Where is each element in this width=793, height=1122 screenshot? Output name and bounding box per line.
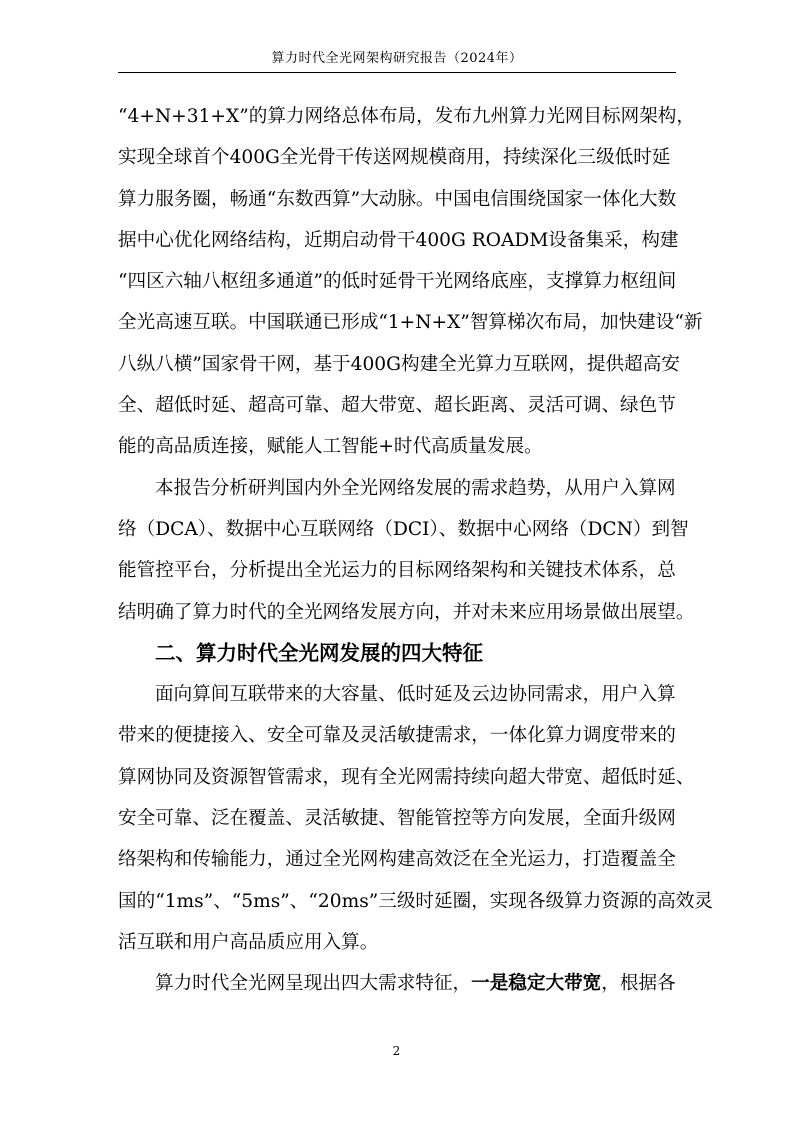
text-line: 据中心优化网络结构，近期启动骨干400G ROADM设备集采，构建: [118, 229, 679, 251]
text-line: “4+N+31+X”的算力网络总体布局，发布九州算力光网目标网架构，: [118, 106, 695, 127]
text-line: 面向算间互联带来的大容量、低时延及云边协同需求，用户入算: [155, 684, 676, 706]
running-header: 算力时代全光网架构研究报告（2024年）: [271, 51, 523, 66]
text-line: 活互联和用户高品质应用入算。: [118, 931, 379, 953]
text-line: 全、超低时延、超高可靠、超大带宽、超长距离、灵活可调、绿色节: [118, 395, 676, 417]
text-line: 能管控平台，分析提出全光运力的目标网络架构和关键技术体系，总: [118, 560, 676, 582]
text-line: 带来的便捷接入、安全可靠及灵活敏捷需求，一体化算力调度带来的: [118, 725, 676, 747]
paragraph-demand-overview: [118, 674, 713, 963]
tail-text: ，根据各: [601, 973, 676, 995]
text-line: 实现全球首个400G全光骨干传送网规模商用，持续深化三级低时延: [118, 147, 671, 169]
text-line: 结明确了算力时代的全光网络发展方向，并对未来应用场景做出展望。: [118, 601, 695, 623]
section-heading: 二、算力时代全光网发展的四大特征: [155, 640, 483, 665]
header-divider: [118, 72, 676, 73]
text-line: 全光高速互联。中国联通已形成“1+N+X”智算梯次布局，加快建设“新: [118, 312, 703, 334]
page-number: 2: [392, 1044, 401, 1058]
paragraph-network-layout: [118, 96, 703, 468]
text-line: “四区六轴八枢纽多通道”的低时延骨干光网络底座，支撑算力枢纽间: [118, 271, 677, 293]
text-line: 算网协同及资源智管需求，现有全光网需持续向超大带宽、超低时延、: [118, 766, 695, 788]
emphasis-text: 一是稳定大带宽: [471, 973, 602, 995]
text-line: 络架构和传输能力，通过全光网构建高效泛在全光运力，打造覆盖全: [118, 849, 676, 871]
text-line: 算力服务圈，畅通“东数西算”大动脉。中国电信围绕国家一体化大数: [118, 188, 677, 210]
text-line: 安全可靠、泛在覆盖、灵活敏捷、智能管控等方向发展，全面升级网: [118, 808, 676, 830]
text-line: 能的高品质连接，赋能人工智能+时代高质量发展。: [118, 436, 543, 458]
document-body: [118, 96, 713, 1005]
text-line: 国的“1ms”、“5ms”、“20ms”三级时延圈，实现各级算力资源的高效灵: [118, 890, 713, 912]
text-line: 本报告分析研判国内外全光网络发展的需求趋势，从用户入算网: [155, 477, 676, 499]
lead-text: 算力时代全光网呈现出四大需求特征，: [155, 973, 472, 995]
text-line: [118, 963, 676, 1004]
paragraph-four-features: [118, 963, 676, 1004]
text-line: 八纵八横”国家骨干网，基于400G构建全光算力互联网，提供超高安: [118, 353, 680, 375]
text-line: 络（DCA）、数据中心互联网络（DCI）、数据中心网络（DCN）到智: [118, 518, 689, 540]
paragraph-report-scope: [118, 468, 695, 633]
